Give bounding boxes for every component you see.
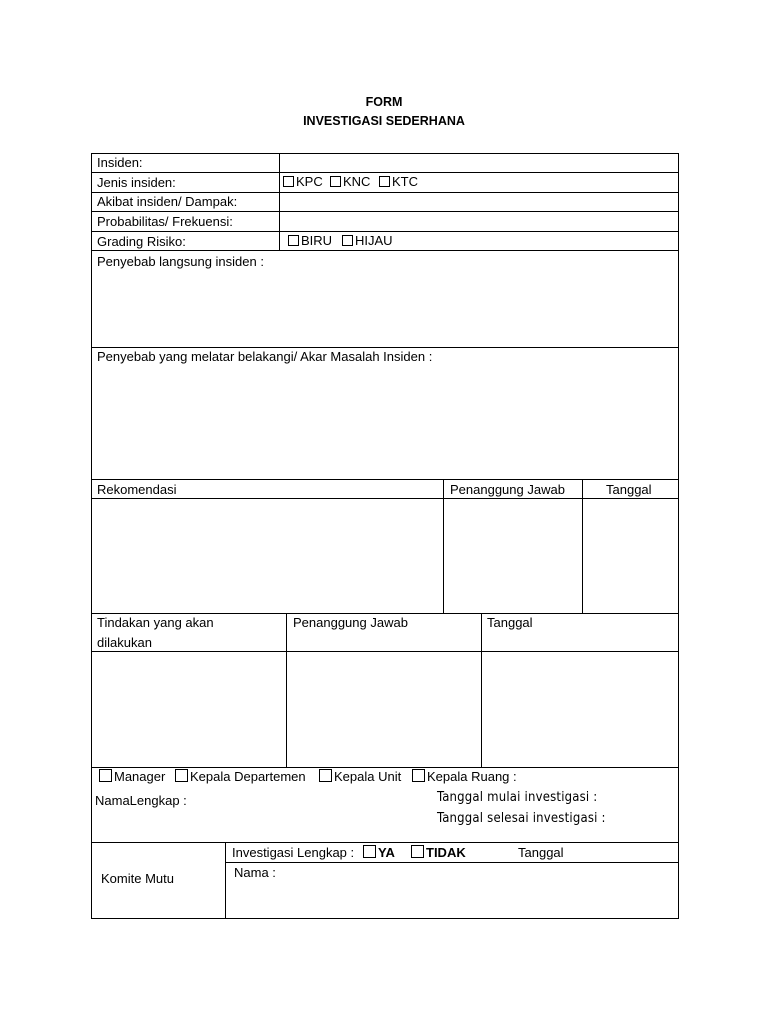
checkbox-hijau[interactable]: HIJAU [342,233,393,249]
checkbox-icon[interactable] [363,845,376,858]
checkbox-icon[interactable] [99,769,112,782]
checkbox-icon[interactable] [411,845,424,858]
form-title: FORM [365,95,403,109]
checkbox-ktc[interactable]: KTC [379,174,418,190]
checkbox-kpc[interactable]: KPC [283,174,323,190]
nama-lengkap-label: NamaLengkap : [95,793,187,808]
probabilitas-label: Probabilitas/ Frekuensi: [97,214,233,229]
jenis-insiden-label: Jenis insiden: [97,175,176,190]
akibat-label: Akibat insiden/ Dampak: [97,194,238,209]
komite-nama-label: Nama : [234,865,276,880]
checkbox-icon[interactable] [412,769,425,782]
rekomendasi-pj-header: Penanggung Jawab [450,482,565,497]
checkbox-icon[interactable] [342,235,353,246]
tindakan-header-line2: dilakukan [97,635,152,650]
checkbox-tidak[interactable]: TIDAK [411,845,466,861]
checkbox-icon[interactable] [330,176,341,187]
penyebab-langsung-label: Penyebab langsung insiden : [97,254,264,269]
tanggal-mulai-label: Tanggal mulai investigasi : [437,790,598,805]
tanggal-selesai-label: Tanggal selesai investigasi : [437,811,606,826]
checkbox-biru[interactable]: BIRU [288,233,332,249]
checkbox-icon[interactable] [379,176,390,187]
akar-masalah-label: Penyebab yang melatar belakangi/ Akar Masalah Insiden : [97,349,433,364]
checkbox-ya[interactable]: YA [363,845,395,861]
rekomendasi-header: Rekomendasi [97,482,177,497]
rekomendasi-tanggal-header: Tanggal [606,482,652,497]
checkbox-kepala-unit[interactable]: Kepala Unit [319,769,401,785]
tindakan-pj-header: Penanggung Jawab [293,615,408,630]
tindakan-header-line1: Tindakan yang akan [97,615,214,630]
checkbox-icon[interactable] [288,235,299,246]
grading-label: Grading Risiko: [97,234,186,249]
tindakan-table [91,613,679,768]
rekomendasi-table [91,479,679,614]
checkbox-kepala-ruang[interactable]: Kepala Ruang : [412,769,517,785]
komite-tanggal-label: Tanggal [518,845,564,860]
komite-mutu-label: Komite Mutu [101,871,174,886]
akar-masalah-box[interactable] [91,347,679,480]
checkbox-manager[interactable]: Manager [99,769,165,785]
checkbox-kepala-departemen[interactable]: Kepala Departemen [175,769,306,785]
investigasi-lengkap-label: Investigasi Lengkap : [232,845,355,860]
checkbox-icon[interactable] [319,769,332,782]
checkbox-icon[interactable] [175,769,188,782]
tindakan-tanggal-header: Tanggal [487,615,533,630]
checkbox-knc[interactable]: KNC [330,174,370,190]
insiden-label: Insiden: [97,155,143,170]
form-subtitle: INVESTIGASI SEDERHANA [303,114,465,128]
checkbox-icon[interactable] [283,176,294,187]
